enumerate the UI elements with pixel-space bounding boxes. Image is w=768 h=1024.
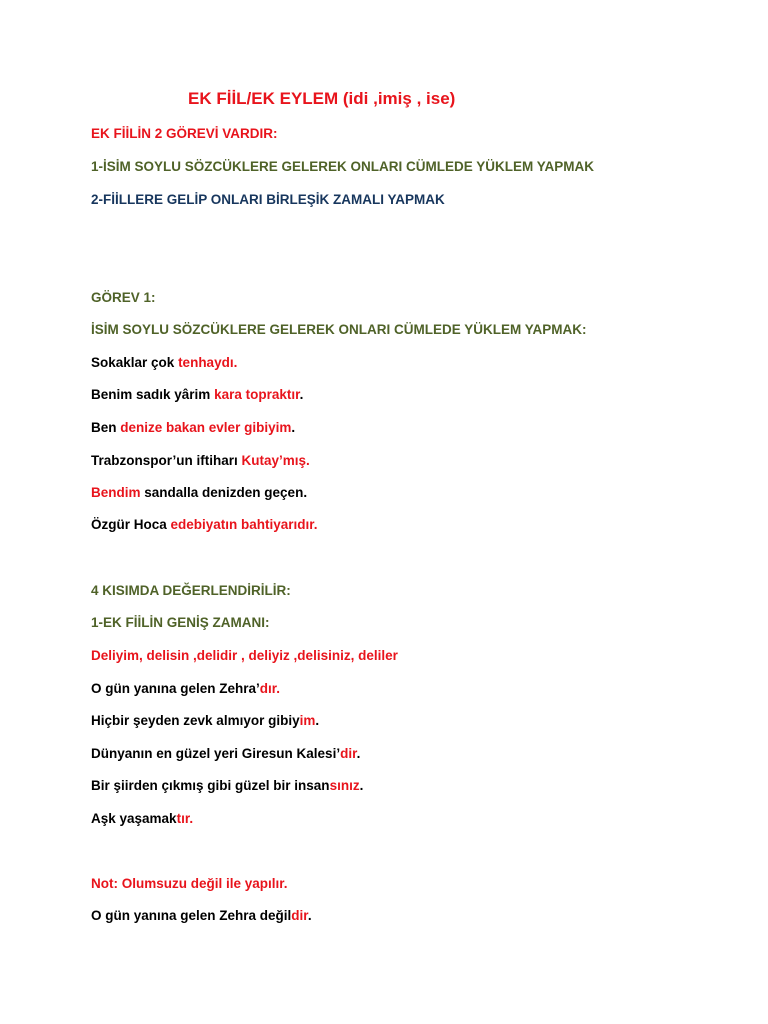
highlight-text: denize bakan evler gibiyim [120, 420, 292, 435]
example-sentence [91, 712, 319, 730]
example-sentence [91, 354, 237, 372]
highlight-text: dir [291, 908, 308, 923]
sentence-text: Dünyanın en güzel yeri Giresun Kalesi’ [91, 746, 341, 761]
highlight-text: Bendim [91, 485, 141, 500]
sentence-text: Benim sadık yârim [91, 387, 215, 402]
sentence-text: . [356, 746, 361, 761]
highlight-text: Kutay’mış. [241, 453, 310, 468]
example-sentence [91, 810, 193, 828]
highlight-text: tenhaydı. [178, 355, 238, 370]
sentence-text: sandalla denizden geçen. [140, 485, 308, 500]
sentence-text: O gün yanına gelen Zehra’ [91, 681, 260, 696]
note-text: Not: Olumsuzu değil ile yapılır. [91, 876, 288, 891]
highlight-text: tır. [176, 811, 194, 826]
example-sentence [91, 680, 280, 698]
note-example [91, 907, 312, 925]
section2-subheading: 1-EK FİİLİN GENİŞ ZAMANI: [91, 615, 270, 630]
highlight-text: im [299, 713, 316, 728]
highlight-text: dir [340, 746, 357, 761]
highlight-text: kara topraktır [214, 387, 300, 402]
sentence-text: Trabzonspor’un iftiharı [91, 453, 242, 468]
sentence-text: . [315, 713, 320, 728]
sentence-text: . [291, 420, 296, 435]
highlight-text: edebiyatın bahtiyarıdır. [170, 517, 318, 532]
sentence-text: Aşk yaşamak [91, 811, 177, 826]
gorev1-heading: İSİM SOYLU SÖZCÜKLERE GELEREK ONLARI CÜMLEDE YÜKLEM YAPMAK: [91, 322, 587, 337]
example-sentence [91, 745, 360, 763]
sentence-text: O gün yanına gelen Zehra değil [91, 908, 292, 923]
sentence-text: Hiçbir şeyden zevk almıyor gibiy [91, 713, 300, 728]
duty-2: 2-FİİLLERE GELİP ONLARI BİRLEŞİK ZAMALI YAPMAK [91, 192, 445, 207]
sentence-text: . [359, 778, 364, 793]
highlight-text: sınız [329, 778, 360, 793]
sentence-text: Ben [91, 420, 121, 435]
example-sentence [91, 484, 307, 502]
sentence-text: Özgür Hoca [91, 517, 171, 532]
example-sentence [91, 452, 310, 470]
example-sentence [91, 419, 295, 437]
duty-1: 1-İSİM SOYLU SÖZCÜKLERE GELEREK ONLARI CÜMLEDE YÜKLEM YAPMAK [91, 159, 595, 174]
gorev1-label: GÖREV 1: [91, 290, 156, 305]
intro-heading: EK FİİLİN 2 GÖREVİ VARDIR: [91, 126, 278, 141]
highlight-text: dır. [259, 681, 281, 696]
sentence-text: . [307, 908, 312, 923]
document-title: EK FİİL/EK EYLEM (idi ,imiş , ise) [188, 89, 456, 108]
sentence-text: Bir şiirden çıkmış gibi güzel bir insan [91, 778, 330, 793]
example-sentence [91, 777, 363, 795]
conjugation-line: Deliyim, delisin ,delidir , deliyiz ,delisiniz, deliler [91, 648, 398, 663]
example-sentence [91, 516, 318, 534]
sentence-text: . [299, 387, 304, 402]
sentence-text: Sokaklar çok [91, 355, 179, 370]
example-sentence [91, 386, 303, 404]
section2-heading: 4 KISIMDA DEĞERLENDİRİLİR: [91, 583, 291, 598]
